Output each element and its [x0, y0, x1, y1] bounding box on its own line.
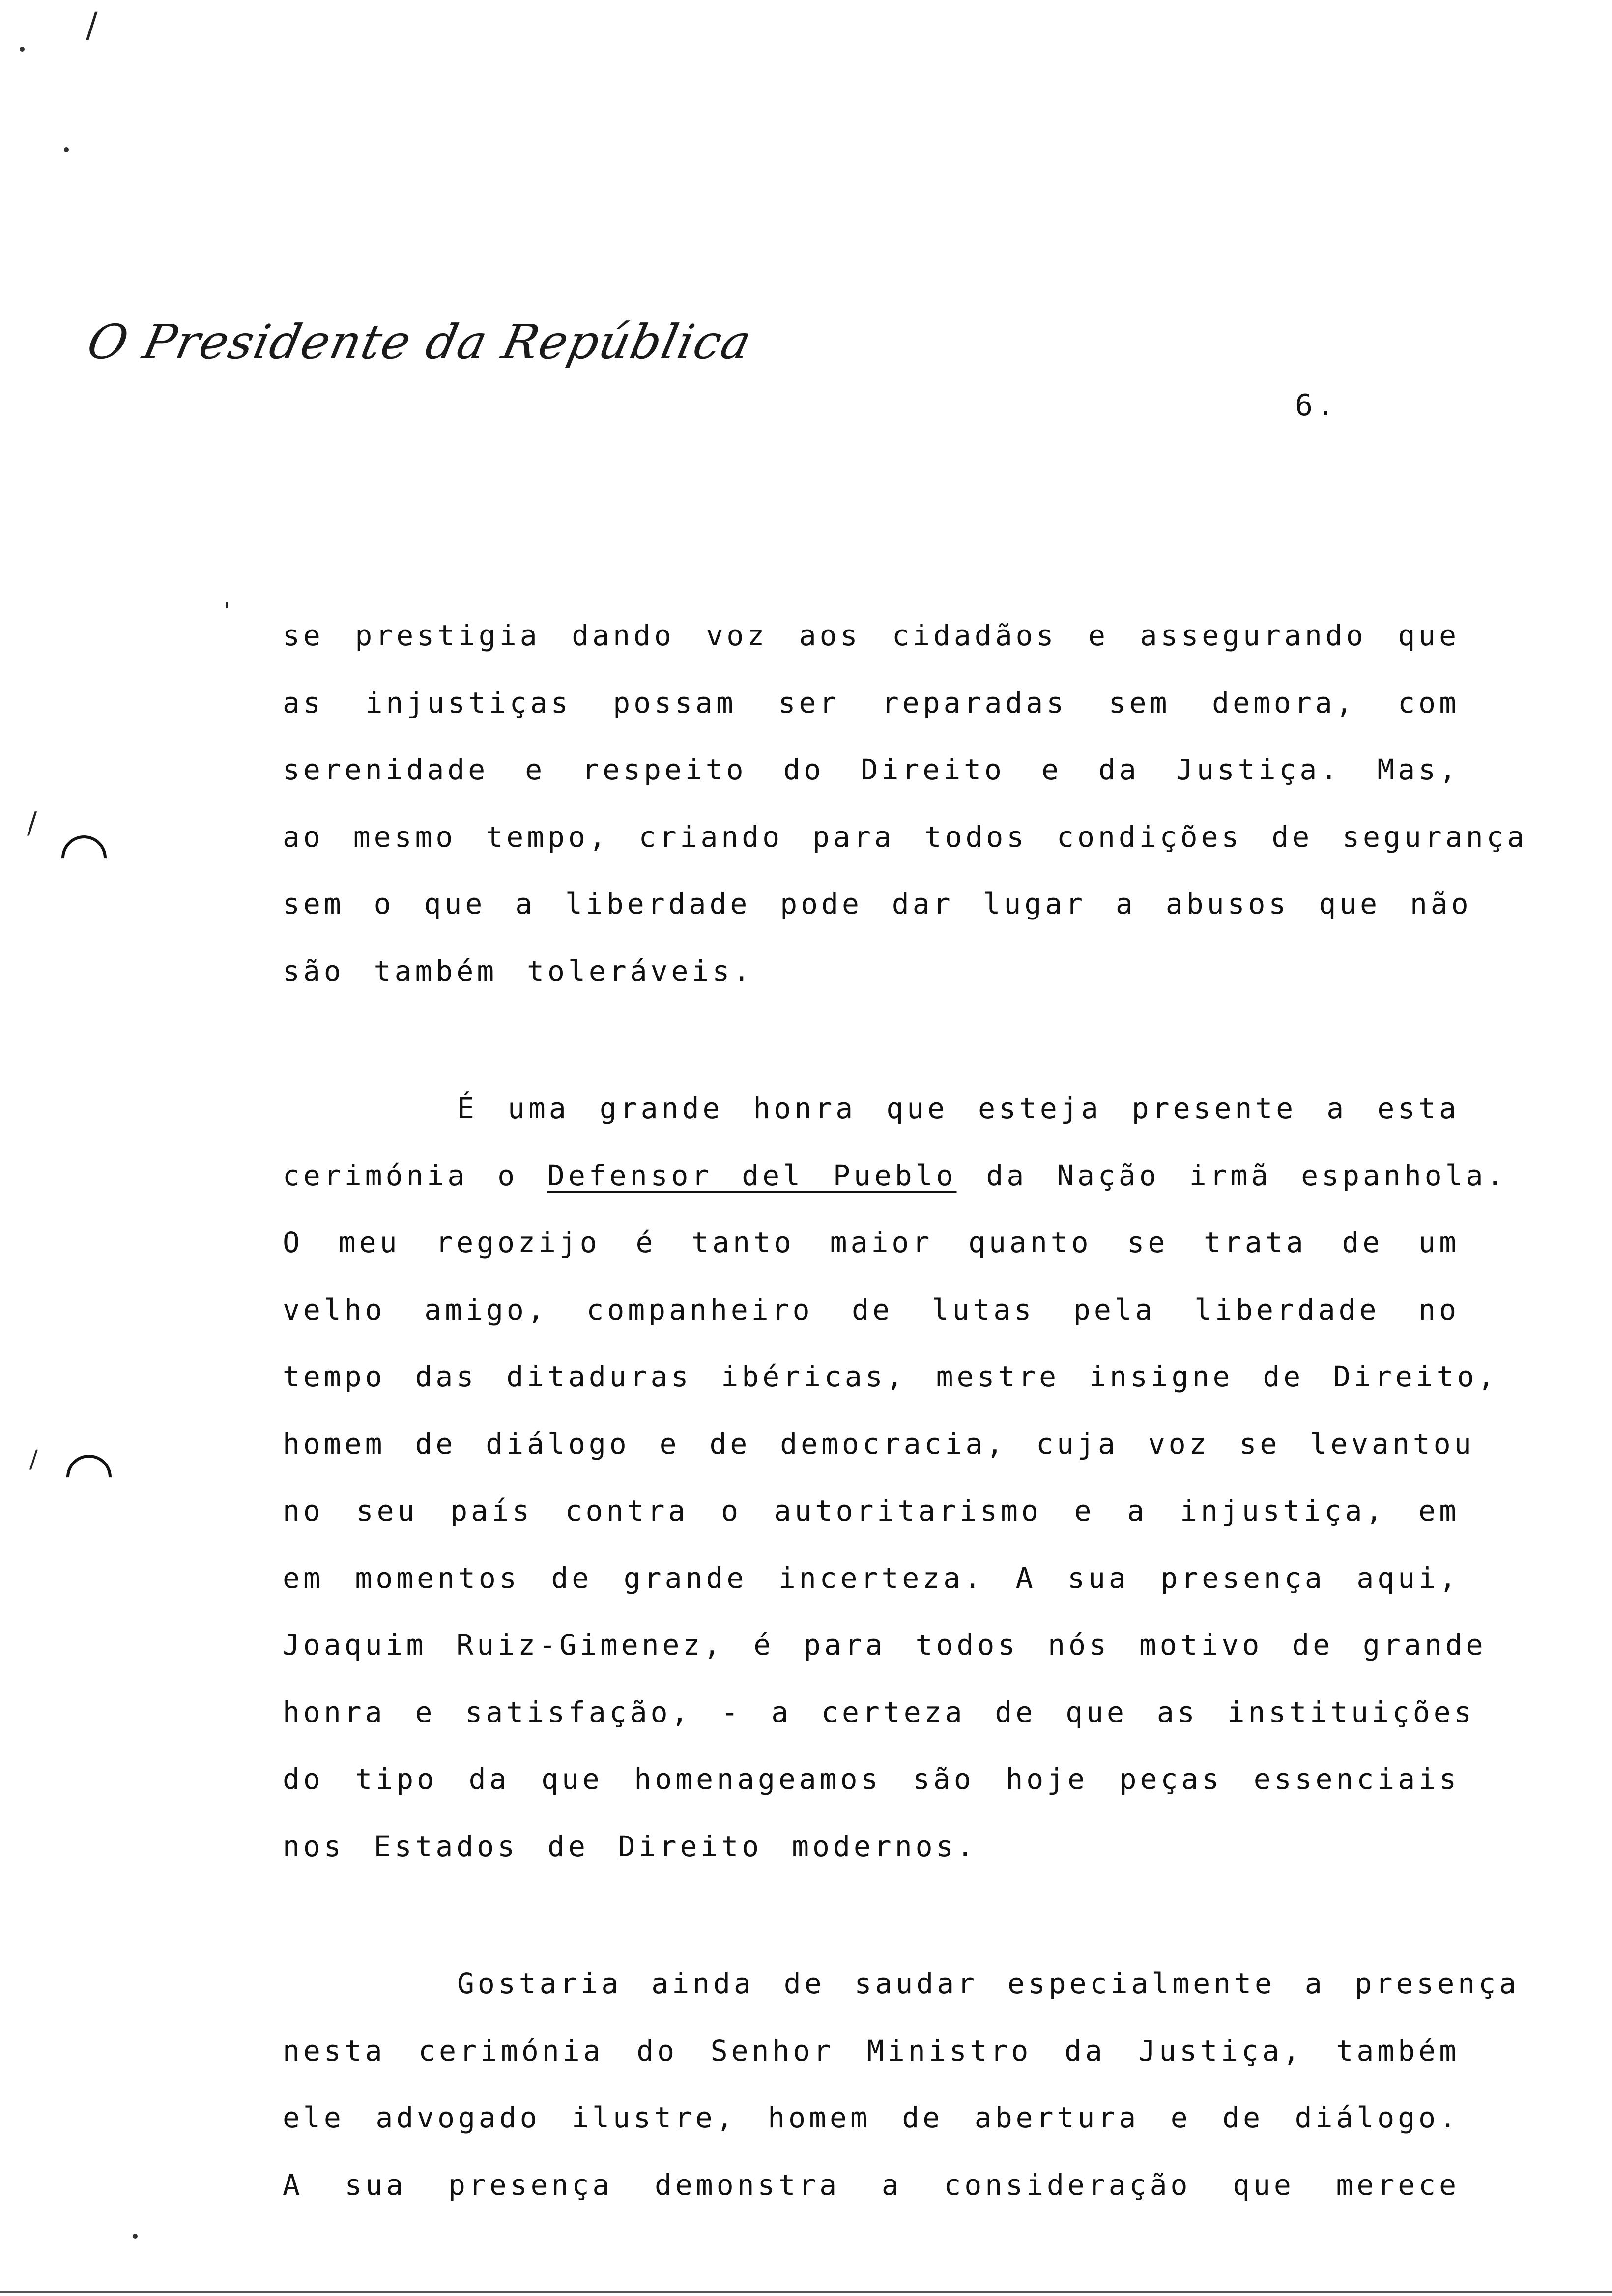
- text-line-with-underline: [283, 1142, 1507, 1209]
- page-bottom-edge: [0, 2291, 1612, 2293]
- scan-dot: [133, 2234, 138, 2239]
- text-line: nos Estados de Direito modernos.: [283, 1829, 978, 1863]
- text-line: homem de diálogo e de democracia, cuja voz se levantou: [283, 1427, 1475, 1461]
- margin-mark-left: /: [29, 1445, 38, 1473]
- text-segment: cerimónia o: [283, 1158, 518, 1192]
- text-line: sem o que a liberdade pode dar lugar a abusos que não: [283, 887, 1472, 920]
- text-line: O meu regozijo é tanto maior quanto se trata de um: [283, 1226, 1460, 1259]
- text-line: em momentos de grande incerteza. A sua presença aqui,: [283, 1561, 1460, 1595]
- text-line: se prestigia dando voz aos cidadãos e assegurando que: [283, 619, 1460, 652]
- scan-dot: [64, 147, 69, 152]
- text-line: Gostaria ainda de saudar especialmente a presença: [457, 1967, 1520, 2000]
- margin-mark-top: /: [86, 5, 98, 45]
- text-line: as injustiças possam ser reparadas sem demora, com: [283, 686, 1460, 719]
- text-line: no seu país contra o autoritarismo e a injustiça, em: [283, 1494, 1460, 1527]
- margin-arc-mark: [52, 826, 116, 890]
- text-line: É uma grande honra que esteja presente a esta: [457, 1091, 1460, 1125]
- text-line: velho amigo, companheiro de lutas pela liberdade no: [283, 1292, 1460, 1326]
- text-line: Joaquim Ruiz-Gimenez, é para todos nós motivo de grande: [283, 1628, 1487, 1662]
- letterhead-title: O Presidente da República: [83, 315, 757, 370]
- text-line: tempo das ditaduras ibéricas, mestre insigne de Direito,: [283, 1360, 1498, 1393]
- text-line: honra e satisfação, - a certeza de que as instituições: [283, 1695, 1475, 1729]
- text-line: nesta cerimónia do Senhor Ministro da Justiça, também: [283, 2034, 1460, 2067]
- scan-dot: [20, 47, 25, 52]
- text-line: ao mesmo tempo, criando para todos condições de segurança: [283, 820, 1528, 854]
- margin-arc-mark: [57, 1445, 121, 1509]
- text-line: A sua presença demonstra a consideração que merece: [283, 2168, 1460, 2202]
- margin-mark-small: ': [224, 597, 230, 626]
- underlined-title: Defensor del Pueblo: [547, 1158, 957, 1192]
- text-line: são também toleráveis.: [283, 954, 754, 988]
- paragraph-1: [283, 602, 1528, 1004]
- paragraph-2: [283, 1075, 1507, 1880]
- document-body: [283, 602, 1528, 2218]
- paragraph-3: [283, 1950, 1520, 2218]
- text-line: do tipo da que homenageamos são hoje peças essenciais: [283, 1762, 1460, 1796]
- text-line: serenidade e respeito do Direito e da Justiça. Mas,: [283, 753, 1460, 786]
- text-line: ele advogado ilustre, homem de abertura e de diálogo.: [283, 2101, 1460, 2134]
- margin-mark-left: /: [27, 806, 37, 840]
- text-segment: da Nação irmã espanhola.: [986, 1158, 1507, 1192]
- page-number: 6.: [1295, 388, 1339, 423]
